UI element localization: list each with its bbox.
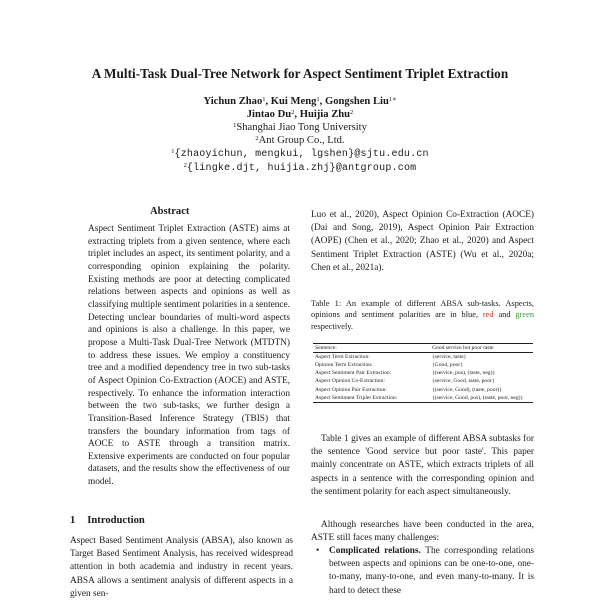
affiliation-1 [0,121,600,134]
table-row [313,353,533,362]
bullet-heading: Complicated relations. [329,546,421,556]
table-header-row [313,344,533,353]
right-column-paragraph-2: Table 1 gives an example of different ABSA subtasks for the sentence 'Good service but poor taste'. This paper mainly concentrate on ASTE, which extracts triplets of all aspects in a sentence with the corresponding opinion and the sentiment polarity for each aspect simultaneously. [311,434,534,497]
section-title: Introduction [87,515,145,526]
challenges-list [311,545,534,598]
author-affil-sup: 2 [350,109,354,116]
section-number: 1 [70,515,76,526]
table-header-cell: Good service but poor taste [430,344,533,353]
bullet-icon: • [316,546,320,556]
table-row [313,370,533,378]
caption-text: respectively. [311,321,354,331]
introduction-text: Aspect Based Sentiment Analysis (ABSA), also known as Target Based Sentiment Analysis, has received widespread attention in both academia and industry in recent years. ABSA allows a sentiment analysis of different aspects in a given sen- [70,536,293,599]
author-affil-sup: 2 [291,109,295,116]
email-2 [0,161,600,175]
table-output-cell: {service, Good, taste, poor} [432,378,495,385]
table-output-cell: {Good, poor} [432,361,463,368]
table-output-cell: {(service, Good), (taste, poor)} [432,386,502,393]
caption-text: and [493,310,516,320]
table-caption [311,298,534,332]
affil-sup: 2 [255,135,259,142]
author-name: Huijia Zhu [299,109,351,120]
author-name: Gongshen Liu [324,96,389,107]
authors-line-1: Yichun Zhao$^1$, Kui Meng$^1$, Gongshen Liu$^{1∗}$ [203,96,397,107]
author-affil-sup: 1∗ [388,96,397,103]
email-text: {zhaoyichun, mengkui, lgshen}@sjtu.edu.cn [174,149,429,160]
table-output-cell: {(service, pos), (taste, neg)} [432,370,496,377]
section-heading-introduction [70,515,145,526]
table-row [313,386,533,394]
table-task-cell: Aspect Sentiment Triplet Extraction: [315,394,398,401]
table-row [313,361,533,369]
author-affil-sup: 1 [316,96,320,103]
author-name: Jintao Du [246,109,292,120]
list-item [311,545,534,598]
affiliation-text: Ant Group Co., Ltd. [258,135,345,146]
right-column-paragraph-3: Although researches have been conducted in the area, ASTE still faces many challenges: [311,520,534,544]
table-task-cell: Aspect Sentiment Pair Extraction: [315,370,392,377]
abstract-text: Aspect Sentiment Triplet Extraction (ASTE) aims at extracting triplets from a given sentence, where each triplet includes an aspect, its sentiment polarity, and a corresponding opinion explaining the polarity. Existing methods are poor at detecting complicated relations between aspects and opinions as well as classifying multiple sentiment polarities in a sentence. Detecting unclear boundaries of multi-word aspects and opinions is also a challenge. In this paper, we propose a Multi-Task Dual-Tree Network (MTDTN) to address these issues. We employ a constituency tree and a modified dependency tree in two sub-tasks of Aspect Opinion Co-Extraction (AOCE) and ASTE, respectively. To enhance the information interaction between the two sub-tasks, we further design a Transition-Based Inference Strategy (TBIS) that transfers the boundary information from tags of AOCE to ASTE through a transition matrix. Extensive experiments are conducted on four popular datasets, and the results show the effectiveness of our model. [88,224,290,488]
table-task-cell: Aspect Term Extraction: [315,353,370,360]
authors-line-2: Jintao Du$^2$, Huijia Zhu$^2$ [246,109,354,120]
email-text: {lingke.djt, huijia.zhj}@antgroup.com [186,163,417,174]
affiliation-2 [0,134,600,147]
table-output-cell: {(service, Good, pos), (taste, poor, neg)} [432,394,524,401]
affil-sup: 1 [233,122,237,129]
email-1 [0,147,600,161]
caption-text: Table 1: An example of different ABSA sub-tasks. Aspects, opinions and sentiment polarities are in blue, [311,299,534,320]
table-row [313,394,533,403]
author-block [0,95,600,175]
right-column-paragraph-1: Luo et al., 2020), Aspect Opinion Co-Extraction (AOCE) (Dai and Song, 2019), Aspect Opinion Pair Extraction (AOPE) (Chen et al., 2020; Zhao et al., 2020) and Aspect Sentiment Triplet Extraction (ASTE) (Wu et al., 2020a; Chen et al., 2021a). [311,210,534,273]
table-row [313,378,533,386]
paper-title: A Multi-Task Dual-Tree Network for Aspect Sentiment Triplet Extraction [91,66,509,81]
caption-green-word: green [515,310,535,320]
email-sup: 1 [171,148,175,155]
table-task-cell: Aspect Opinion Co-Extraction: [315,378,385,385]
author-name: Yichun Zhao [203,96,263,107]
email-sup: 2 [183,162,187,169]
table-output-cell: {service, taste} [432,353,467,360]
author-name: Kui Meng [270,96,317,107]
abstract-heading: Abstract [150,206,190,217]
example-table [313,343,533,403]
caption-red-word: red [482,310,494,320]
table-task-cell: Aspect Opinion Pair Extraction: [315,386,387,393]
table-header-cell: Sentence: [313,344,430,353]
author-affil-sup: 1 [262,96,266,103]
table-task-cell: Opinion Term Extraction: [315,361,373,368]
affiliation-text: Shanghai Jiao Tong University [236,122,367,133]
bullet-text: The corresponding relations between aspects and opinions can be one-to-one, one-to-many, many-to-one, and even many-to-many. It is hard to detect these [329,546,534,596]
